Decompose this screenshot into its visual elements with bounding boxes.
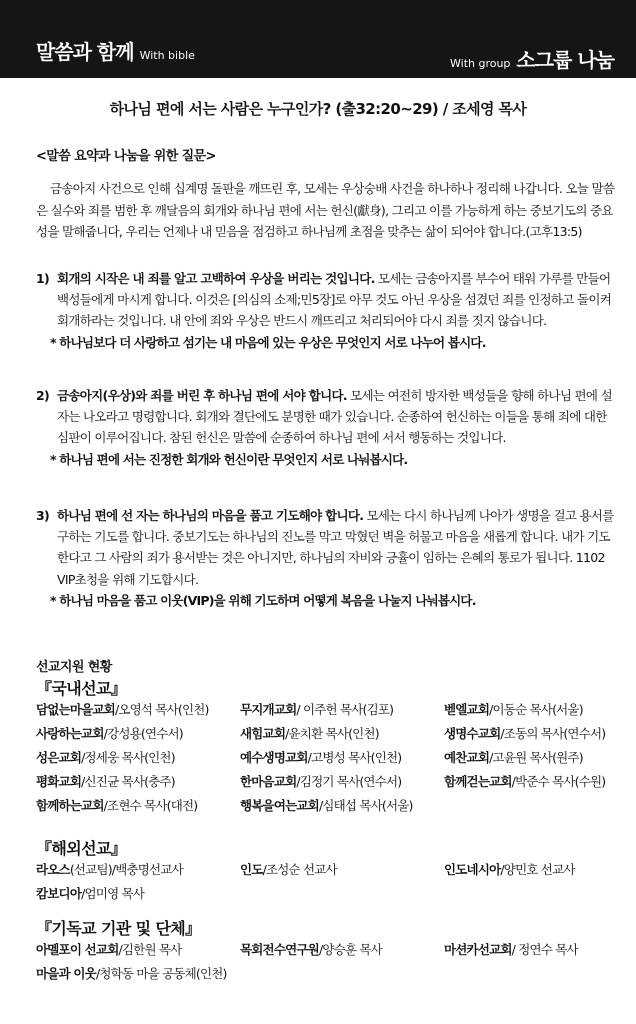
point-lead: 회개의 시작은 내 죄를 알고 고백하여 우상을 버리는 것입니다. [57,271,375,286]
header-right [450,44,614,73]
point-number: 3) [36,508,50,523]
point-lead: 하나님 편에 선 자는 하나님의 마음을 품고 기도해야 합니다. [57,508,364,523]
page-header [0,0,636,78]
mission-entry [444,724,605,742]
mission-entry [240,748,401,766]
mission-row [36,884,626,908]
pastor-info: /조동의 목사(연수서) [500,726,606,741]
mission-entry [444,772,605,790]
mission-entry [240,772,401,790]
point-body: 모세는 다시 하나님께 나아가 생명을 걸고 용서를 구하는 기도를 합니다. 중보기도는 하나님의 진노를 막고 막혔던 벽을 허물고 마음을 새롭게 합니다. 내가 기도한다고 그 사람의 죄가 용서받는 것은 아니지만, 하나님의 자비와 긍휼이 임하는 은혜의 통로가 됩니다. 1102 VIP초청을 위해 기도합시다. [57,508,614,587]
pastor-info: /신진균 목사(충주) [81,774,175,789]
pastor-info: /오영석 목사(인천) [114,702,209,717]
point-number: 1) [36,271,50,286]
pastor-info: / 이주헌 목사(김포) [296,702,394,717]
point-lead: 금송아지(우상)와 죄를 버린 후 하나님 편에 서야 합니다. [57,388,347,403]
mission-entry [36,796,197,814]
point-3 [36,505,620,611]
church-name: 새힘교회 [240,726,286,741]
mission-entry [240,796,413,814]
church-name: 행복을여는교회 [240,798,319,813]
point-question: * 하나님 편에 서는 진정한 회개와 헌신이란 무엇인지 서로 나눠봅시다. [50,451,408,467]
missionary-info: /엄미영 목사 [81,886,145,901]
org-name: 목회전수연구원 [240,942,319,957]
church-name: 담없는마을교회 [36,702,115,717]
point-body: 모세는 금송아지를 부수어 태워 가루를 만들어 백성들에게 마시게 합니다. 이것은 [의심의 소제;민5장]로 아무 것도 아닌 우상을 섬겼던 죄를 인정하고 돌이켜 회개하라는 것입니다. 내 안에 죄와 우상은 반드시 깨뜨리고 처리되어야 다시 죄를 짓지 않습니다. [57,271,612,329]
church-name: 함께하는교회 [36,798,104,813]
org-info: /양승훈 목사 [318,942,382,957]
church-name: 벧엘교회 [444,702,490,717]
mission-row [36,940,626,964]
mission-entry [36,860,183,878]
church-name: 성은교회 [36,750,82,765]
pastor-info: /심태섭 목사(서울) [318,798,413,813]
mission-row [36,700,626,724]
mission-row [36,724,626,748]
overseas-mission-label: 『해외선교』 [36,839,127,858]
domestic-mission-label: 『국내선교』 [36,679,127,698]
church-name: 예수생명교회 [240,750,308,765]
church-name: 무지개교회 [240,702,297,717]
pastor-info: /고윤원 목사(원주) [489,750,583,765]
pastor-info: /강성용(연수서) [103,726,183,741]
mission-entry [444,940,578,958]
point-2-text [36,385,620,449]
org-info: / 정연수 목사 [511,942,578,957]
church-name: 한마음교회 [240,774,297,789]
intro-text: 금송아지 사건으로 인해 십계명 돌판을 깨뜨린 후, 모세는 우상숭배 사건을 하나하나 정리해 나갑니다. 오늘 말씀은 실수와 죄를 범한 후 깨달음의 회개와 하나님 편에 서는 헌신(獻身), 그리고 이를 가능하게 하는 중보기도의 중요성을 말해줍니다, 우리는 언제나 내 믿음을 점검하고 하나님께 초점을 맞추는 삶이 되어야 합니다.(고후13:5) [36,181,615,240]
pastor-info: /박준수 목사(수원) [511,774,606,789]
point-3-text [36,505,620,590]
pastor-info: /김정기 목사(연수서) [296,774,402,789]
mission-entry [444,860,575,878]
org-name: 아멜포이 선교회 [36,942,119,957]
point-number: 2) [36,388,50,403]
header-left-subtitle: With bible [139,49,195,62]
pastor-info: /정세웅 목사(인천) [81,750,175,765]
missionary-info: /양민호 선교사 [500,862,575,877]
church-name: 예찬교회 [444,750,490,765]
mission-entry [444,700,583,718]
country-name: 인도 [240,862,263,877]
church-name: 평화교회 [36,774,82,789]
mission-row [36,772,626,796]
intro-paragraph [36,178,616,243]
mission-entry [36,884,144,902]
mission-entry [240,940,382,958]
country-name: 인도네시아 [444,862,501,877]
mission-entry [36,772,175,790]
country-name: 캄보디아 [36,886,82,901]
point-body: 모세는 여전히 방자한 백성들을 향해 하나님 편에 설 자는 나오라고 명령합니다. 회개와 결단에도 분명한 때가 있습니다. 순종하여 헌신하는 이들을 통해 죄에 대한 심판이 이루어집니다. 참된 헌신은 말씀에 순종하여 하나님 편에 서서 행동하는 것입니다. [57,388,612,446]
mission-entry [240,700,393,718]
sermon-title: 하나님 편에 서는 사람은 누구인가? (출32:20~29) / 조세영 목사 [109,100,527,118]
pastor-info: /윤치환 목사(인천) [285,726,379,741]
section-label: <말씀 요약과 나눔을 위한 질문> [36,149,216,164]
church-name: 생명수교회 [444,726,501,741]
header-right-subtitle: With group [450,57,511,70]
header-left [36,36,195,65]
mission-row [36,860,626,884]
mission-row [36,748,626,772]
mission-entry [240,724,379,742]
org-info: /김한원 목사 [118,942,182,957]
missionary-info: (선교팀)/백충명선교사 [69,862,183,877]
header-right-title: 소그룹 나눔 [516,48,614,72]
pastor-info: /조현수 목사(대전) [103,798,198,813]
header-left-title: 말씀과 함께 [36,40,134,64]
mission-entry [36,724,183,742]
mission-title: 선교지원 현황 [36,660,112,675]
mission-entry [36,940,181,958]
church-name: 사랑하는교회 [36,726,104,741]
mission-entry [36,748,175,766]
point-1 [36,268,620,353]
point-question: * 하나님보다 더 사랑하고 섬기는 내 마음에 있는 우상은 무엇인지 서로 나누어 봅시다. [50,334,486,350]
point-question: * 하나님 마음을 품고 이웃(VIP)을 위해 기도하며 어떻게 복음을 나눌지 나눠봅시다. [50,592,476,608]
country-name: 라오스 [36,862,70,877]
mission-row [36,964,626,988]
point-1-text [36,268,620,332]
org-name: 마을과 이웃 [36,966,96,981]
point-2 [36,385,620,470]
mission-entry [240,860,337,878]
mission-support-section [36,656,626,988]
mission-entry [36,700,209,718]
mission-row [36,796,626,820]
org-info: /청학동 마을 공동체(인천) [95,966,227,981]
pastor-info: /고병성 목사(인천) [307,750,402,765]
organizations-label: 『기독교 기관 및 단체』 [36,919,201,938]
mission-entry [36,964,227,982]
org-name: 마션카선교회 [444,942,512,957]
mission-entry [444,748,583,766]
church-name: 함께걷는교회 [444,774,512,789]
pastor-info: /이동순 목사(서울) [489,702,583,717]
missionary-info: /조성순 선교사 [262,862,337,877]
